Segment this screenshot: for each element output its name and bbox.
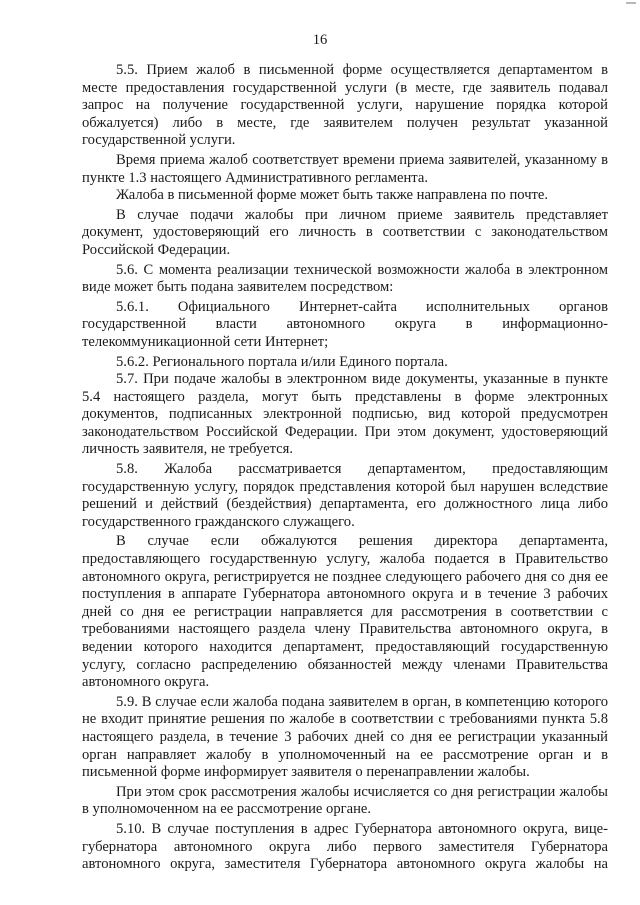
paragraph-5-6-1: 5.6.1. Официального Интернет-сайта исполнительных органов государственной власти автономного округа в информационно-телекоммуникационной сети Интернет; — [82, 298, 608, 350]
paragraph-postal: Жалоба в письменной форме может быть также направлена по почте. — [116, 187, 549, 204]
document-body — [82, 62, 608, 874]
paragraph-review-term: При этом срок рассмотрения жалобы исчисляется со дня регистрации жалобы в уполномоченном на ее рассмотрение органе. — [82, 783, 608, 818]
paragraph-5-9: 5.9. В случае если жалоба подана заявителем в орган, в компетенцию которого не входит принятие решения по жалобе в соответствии с требованиями пункта 5.8 настоящего раздела, в течение 3 рабочих дней со дня ее регистрации указанный орган направляет жалобу в уполномоченный на ее рассмотрение орган и в письменной форме информирует заявителя о перенаправлении жалобы. — [82, 693, 608, 781]
paragraph-5-5: 5.5. Прием жалоб в письменной форме осуществляется департаментом в месте предоставления государственной услуги (в месте, где заявитель подавал запрос на получение государственной услуги, нарушение порядка которой обжалуется) либо в месте, где заявителем получен результат указанной государственной услуги. — [82, 62, 608, 149]
paragraph-reception-time: Время приема жалоб соответствует времени приема заявителей, указанному в пункте 1.3 настоящего Административного регламента. — [82, 151, 608, 186]
paragraph-5-6-2: 5.6.2. Регионального портала и/или Единого портала. — [116, 353, 448, 370]
paragraph-personal-reception: В случае подачи жалобы при личном приеме заявитель представляет документ, удостоверяющий его личность в соответствии с законодательством Российской Федерации. — [82, 206, 608, 258]
page-number: 16 — [312, 32, 328, 48]
paragraph-director-complaint: В случае если обжалуются решения директора департамента, предоставляющего государственную услугу, жалоба подается в Правительство автономного округа, регистрируется не позднее следующего рабочего дня со дня ее поступления в аппарате Губернатора автономного округа и в течение 3 рабочих дней со дня ее регистрации направляется для рассмотрения в соответствии с требованиями настоящего раздела члену Правительства автономного округа, в ведении которого находится департамент, предоставляющий государственную услугу, согласно распределению обязанностей между членами Правительства автономного округа. — [82, 533, 608, 691]
scan-corner-mark — [626, 2, 636, 4]
paragraph-5-8: 5.8. Жалоба рассматривается департаментом, предоставляющим государственную услугу, порядок представления которой был нарушен вследствие решений и действий (бездействия) департамента, его должностного лица либо государственного гражданского служащего. — [82, 461, 608, 530]
paragraph-5-6: 5.6. С момента реализации технической возможности жалоба в электронном виде может быть подана заявителем посредством: — [82, 261, 608, 296]
paragraph-5-7: 5.7. При подаче жалобы в электронном виде документы, указанные в пункте 5.4 настоящего раздела, могут быть представлены в форме электронных документов, подписанных электронной подписью, вид которой предусмотрен законодательством Российской Федерации. При этом документ, удостоверяющий личность заявителя, не требуется. — [82, 371, 608, 458]
paragraph-5-10: 5.10. В случае поступления в адрес Губернатора автономного округа, вице-губернатора автономного округа либо первого заместителя Губернатора автономного округа, заместителя Губернатора автономного округа жалобы на — [82, 820, 608, 873]
